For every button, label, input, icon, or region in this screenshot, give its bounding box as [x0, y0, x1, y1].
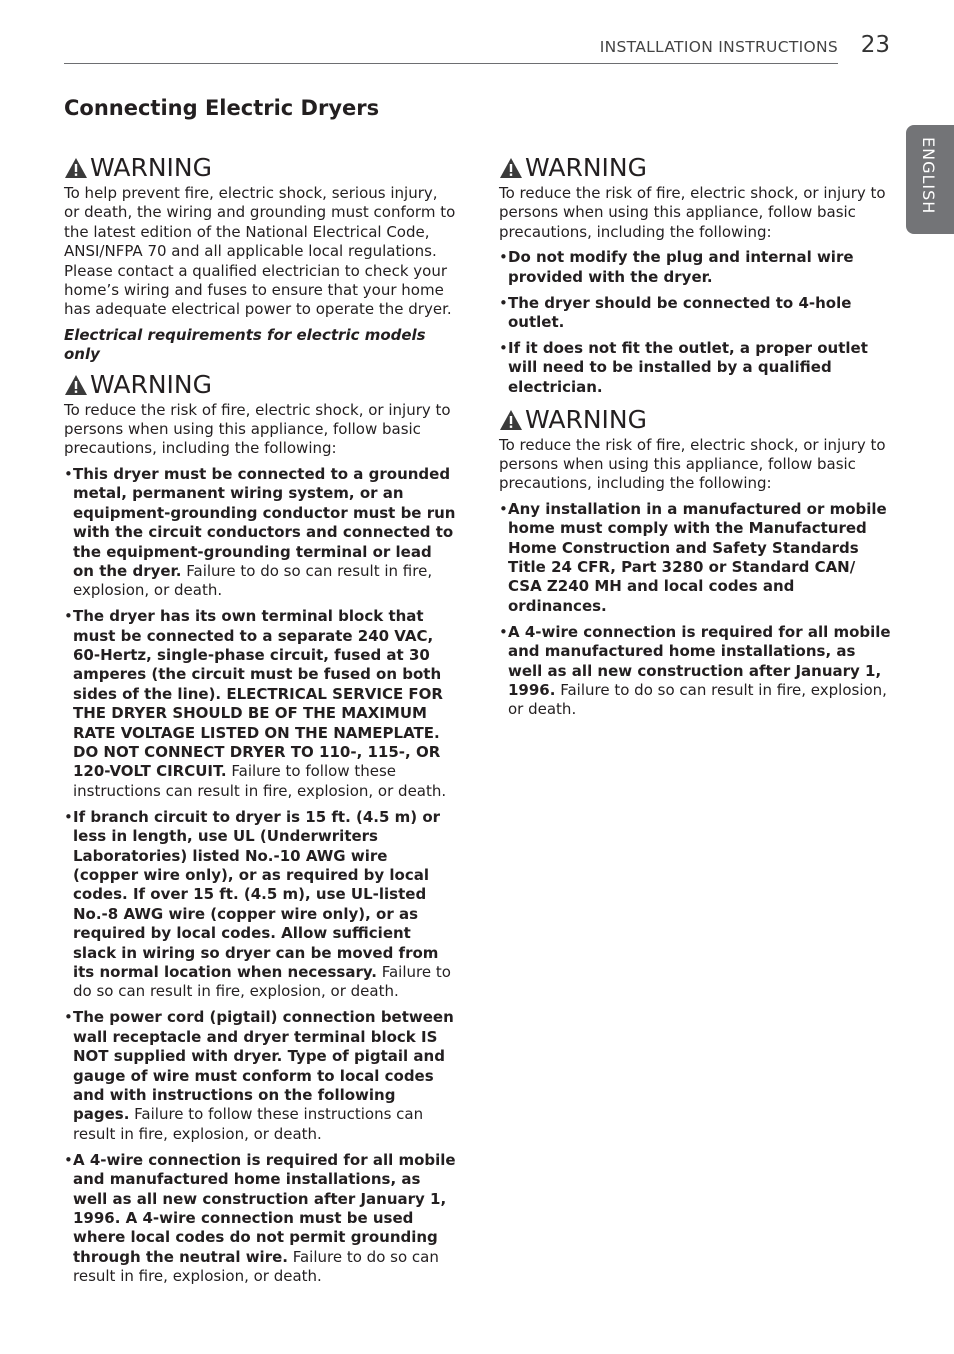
warning-bullet-list [64, 465, 457, 1287]
warning-block [64, 369, 457, 1287]
warning-intro: To reduce the risk of fire, electric shock, or injury to persons when using this appliance, follow basic precautions, including the following: [499, 184, 886, 241]
warning-block [499, 404, 893, 720]
warning-heading [499, 152, 893, 184]
warning-heading-text: WARNING [90, 153, 212, 182]
electrical-requirements-note: Electrical requirements for electric models only [64, 325, 426, 364]
warning-block [64, 152, 457, 320]
warning-triangle-icon [499, 409, 523, 431]
warning-block [499, 152, 893, 397]
warning-heading [64, 152, 457, 184]
list-item: • This dryer must be connected to a grounded metal, permanent wiring system, or an equipment-grounding conductor must be run with the circuit conductors and connected to the equipment-grounding terminal or lead on the dryer. Failure to do so can result in fire, explosion, or death. [64, 465, 457, 601]
warning-bullet-list [499, 500, 893, 720]
language-tab [906, 125, 954, 234]
list-item: • A 4-wire connection is required for all mobile and manufactured home installations, as well as all new construction after January 1, 1996. Failure to do so can result in fire, explosion, or death. [499, 623, 893, 720]
list-item: • A 4-wire connection is required for all mobile and manufactured home installations, as well as all new construction after January 1, 1996. A 4-wire connection must be used where local codes do not permit grounding through the neutral wire. Failure to do so can result in fire, explosion, or death. [64, 1151, 457, 1287]
list-item: • Any installation in a manufactured or mobile home must comply with the Manufactured Home Construction and Safety Standards Title 24 CFR, Part 3280 or Standard CAN/ CSA Z240 MH and local codes and ordinances. [499, 500, 893, 616]
warning-heading [64, 369, 457, 401]
warning-heading-text: WARNING [90, 369, 212, 399]
list-item: • If branch circuit to dryer is 15 ft. (4.5 m) or less in length, use UL (Underwriters Laboratories) listed No.-10 AWG wire (copper wire only), or as required by local codes. If over 15 ft. (4.5 m), use UL-listed No.-8 AWG wire (copper wire only), or as required by local codes. Allow sufficient slack in wiring so dryer can be moved from its normal location when necessary. Failure to do so can result in fire, explosion, or death. [64, 808, 457, 1002]
list-item: • The dryer should be connected to 4-hole outlet. [499, 294, 893, 333]
list-item: • Do not modify the plug and internal wire provided with the dryer. [499, 248, 893, 287]
header-divider [64, 63, 838, 64]
warning-body: To help prevent fire, electric shock, serious injury, or death, the wiring and grounding must conform to the latest edition of the National Electrical Code, ANSI/NFPA 70 and all applicable local regulations. Please contact a qualified electrician to check your home’s wiring and fuses to ensure that your home has adequate electrical power to operate the dryer. [64, 184, 456, 319]
list-item: • The dryer has its own terminal block that must be connected to a separate 240 VAC, 60-Hertz, single-phase circuit, fused at 30 amperes (the circuit must be fused on both sides of the line). ELECTRICAL SERVICE FOR THE DRYER SHOULD BE OF THE MAXIMUM RATE VOLTAGE LISTED ON THE NAMEPLATE. DO NOT CONNECT DRYER TO 110-, 115-, OR 120-VOLT CIRCUIT. Failure to follow these instructions can result in fire, explosion, or death. [64, 607, 457, 801]
page-number: 23 [860, 32, 890, 58]
warning-heading [499, 404, 893, 436]
warning-intro: To reduce the risk of fire, electric shock, or injury to persons when using this appliance, follow basic precautions, including the following: [64, 400, 451, 458]
warning-triangle-icon [64, 157, 88, 179]
warning-bullet-list [499, 248, 893, 397]
warning-triangle-icon [499, 157, 523, 179]
right-column [499, 152, 893, 726]
warning-triangle-icon [64, 374, 88, 396]
language-tab-label: ENGLISH [919, 137, 938, 215]
warning-intro: To reduce the risk of fire, electric shock, or injury to persons when using this appliance, follow basic precautions, including the following: [499, 435, 886, 493]
warning-heading-text: WARNING [525, 404, 647, 434]
page-title: Connecting Electric Dryers [64, 96, 380, 120]
list-item: • The power cord (pigtail) connection between wall receptacle and dryer terminal block IS NOT supplied with dryer. Type of pigtail and gauge of wire must conform to local codes and with instructions on the following pages. Failure to follow these instructions can result in fire, explosion, or death. [64, 1008, 457, 1144]
left-column [64, 152, 457, 1293]
header-section-title: INSTALLATION INSTRUCTIONS [599, 38, 838, 56]
warning-heading-text: WARNING [525, 153, 647, 182]
list-item: • If it does not fit the outlet, a proper outlet will need to be installed by a qualified electrician. [499, 339, 893, 397]
